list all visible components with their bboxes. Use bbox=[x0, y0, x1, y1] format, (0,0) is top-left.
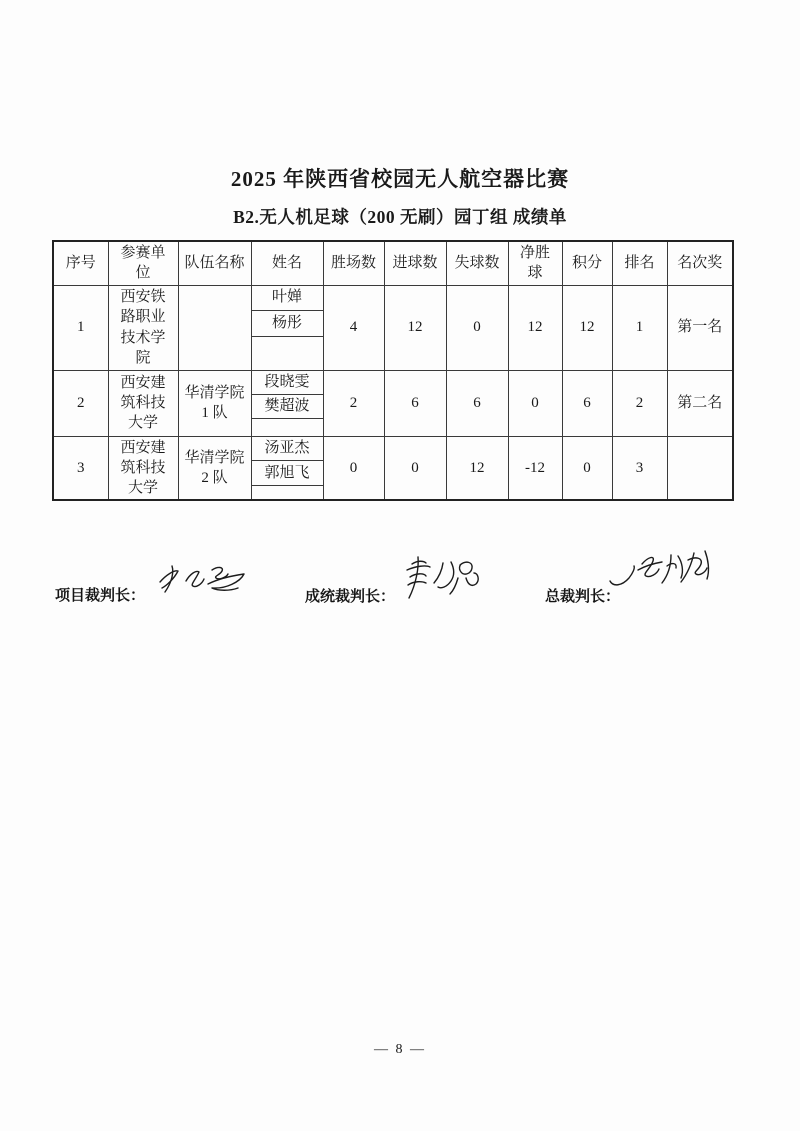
project-referee-signature bbox=[150, 558, 255, 602]
results-table bbox=[52, 240, 734, 501]
col-header-goals-for: 进球数 bbox=[384, 241, 446, 285]
cell-wins: 2 bbox=[323, 370, 384, 436]
cell-wins: 4 bbox=[323, 285, 384, 370]
cell-goal-diff: 0 bbox=[508, 370, 562, 436]
cell-points: 6 bbox=[562, 370, 612, 436]
cell-goal-diff: 12 bbox=[508, 285, 562, 370]
cell-team: 华清学院 2 队 bbox=[178, 436, 251, 500]
cell-player-name bbox=[251, 418, 323, 436]
table-header-row bbox=[53, 241, 733, 285]
cell-rank: 3 bbox=[612, 436, 667, 500]
col-header-goals-against: 失球数 bbox=[446, 241, 508, 285]
cell-player-name: 杨彤 bbox=[251, 310, 323, 336]
col-header-name: 姓名 bbox=[251, 241, 323, 285]
cell-award: 第一名 bbox=[667, 285, 733, 370]
col-header-rank: 排名 bbox=[612, 241, 667, 285]
cell-player-name bbox=[251, 486, 323, 501]
cell-unit: 西安铁路职业技术学院 bbox=[108, 285, 178, 370]
page-title: 2025 年陕西省校园无人航空器比赛 bbox=[230, 167, 570, 191]
cell-player-name: 樊超波 bbox=[251, 394, 323, 418]
cell-index: 3 bbox=[53, 436, 108, 500]
cell-goals-for: 12 bbox=[384, 285, 446, 370]
page-subtitle: B2.无人机足球（200 无刷）园丁组 成绩单 bbox=[233, 207, 567, 227]
cell-index: 1 bbox=[53, 285, 108, 370]
stats-referee-signature bbox=[396, 548, 482, 610]
chief-referee-label: 总裁判长： bbox=[545, 588, 621, 605]
col-header-index: 序号 bbox=[53, 241, 108, 285]
cell-player-name: 郭旭飞 bbox=[251, 460, 323, 485]
cell-index: 2 bbox=[53, 370, 108, 436]
cell-goal-diff: -12 bbox=[508, 436, 562, 500]
cell-player-name: 叶婵 bbox=[251, 285, 323, 310]
stats-referee-label: 成统裁判长： bbox=[305, 588, 396, 605]
cell-rank: 1 bbox=[612, 285, 667, 370]
col-header-unit: 参赛单位 bbox=[108, 241, 178, 285]
col-header-wins: 胜场数 bbox=[323, 241, 384, 285]
cell-goals-for: 6 bbox=[384, 370, 446, 436]
cell-player-name bbox=[251, 336, 323, 370]
cell-wins: 0 bbox=[323, 436, 384, 500]
cell-goals-for: 0 bbox=[384, 436, 446, 500]
cell-award bbox=[667, 436, 733, 500]
table-row bbox=[53, 370, 733, 394]
col-header-team: 队伍名称 bbox=[178, 241, 251, 285]
table-row bbox=[53, 436, 733, 460]
cell-goals-against: 0 bbox=[446, 285, 508, 370]
cell-goals-against: 6 bbox=[446, 370, 508, 436]
project-referee-label: 项目裁判长： bbox=[55, 587, 146, 604]
cell-rank: 2 bbox=[612, 370, 667, 436]
chief-referee-signature bbox=[604, 545, 726, 597]
cell-goals-against: 12 bbox=[446, 436, 508, 500]
table-row bbox=[53, 285, 733, 310]
col-header-award: 名次奖 bbox=[667, 241, 733, 285]
cell-team bbox=[178, 285, 251, 370]
cell-award: 第二名 bbox=[667, 370, 733, 436]
cell-team: 华清学院 1 队 bbox=[178, 370, 251, 436]
cell-unit: 西安建筑科技大学 bbox=[108, 436, 178, 500]
cell-player-name: 段晓雯 bbox=[251, 370, 323, 394]
col-header-points: 积分 bbox=[562, 241, 612, 285]
cell-player-name: 汤亚杰 bbox=[251, 436, 323, 460]
cell-points: 0 bbox=[562, 436, 612, 500]
cell-unit: 西安建筑科技大学 bbox=[108, 370, 178, 436]
signature-section bbox=[0, 540, 800, 620]
page-number: — 8 — bbox=[374, 1042, 426, 1057]
cell-points: 12 bbox=[562, 285, 612, 370]
results-table-container bbox=[52, 240, 732, 501]
col-header-goal-diff: 净胜球 bbox=[508, 241, 562, 285]
